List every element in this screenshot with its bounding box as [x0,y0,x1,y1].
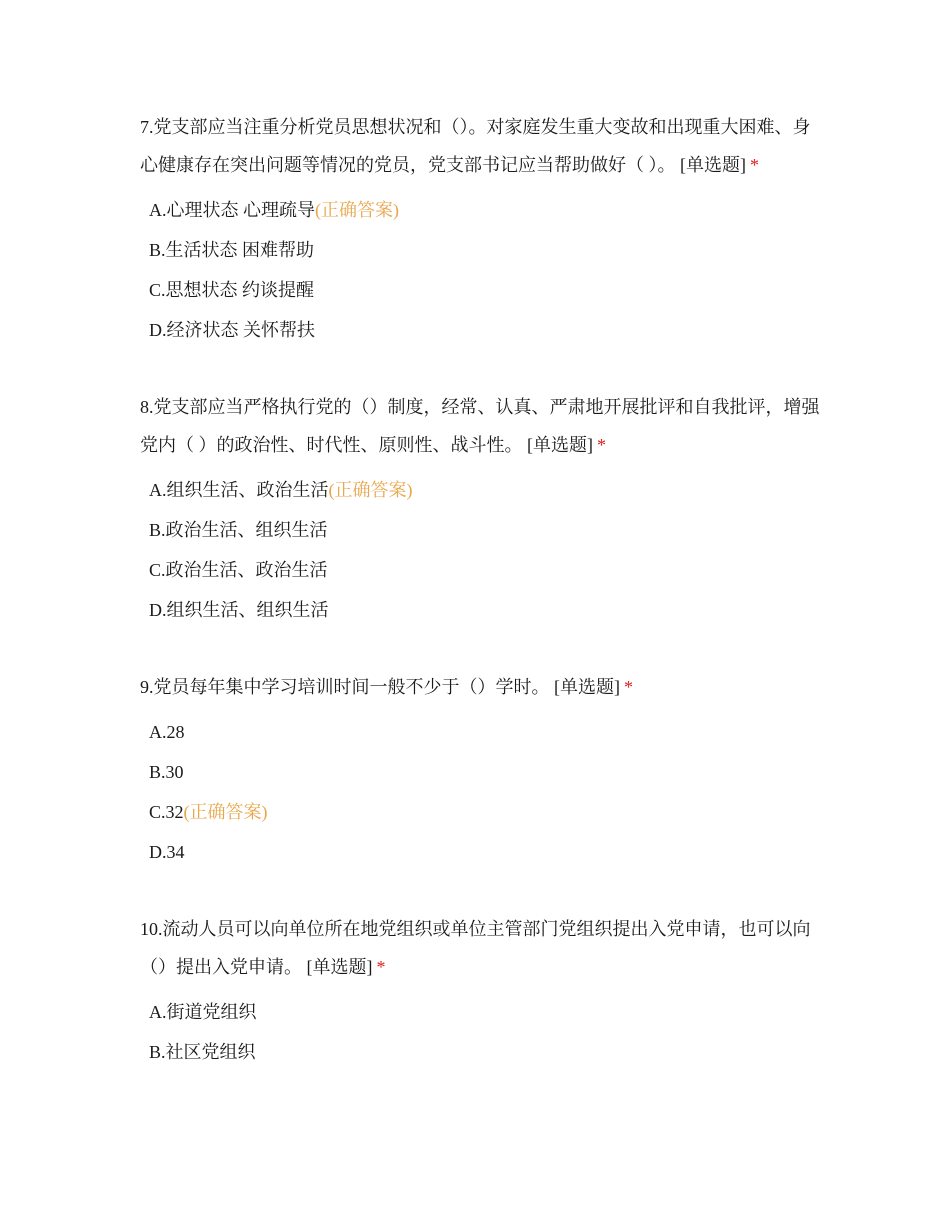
question-9 [140,668,820,872]
question-text: 10.流动人员可以向单位所在地党组织或单位主管部门党组织提出入党申请，也可以向（）提出入党申请。 [单选题] [140,919,811,977]
option-b[interactable] [140,752,820,792]
option-text: C.政治生活、政治生活 [149,560,328,580]
option-b[interactable] [140,1032,820,1072]
required-asterisk: * [624,677,633,697]
option-c[interactable] [140,270,820,310]
correct-answer-label: (正确答案) [183,802,268,822]
option-a[interactable] [140,712,820,752]
option-text: A.街道党组织 [149,1002,257,1022]
option-text: B.政治生活、组织生活 [149,520,328,540]
correct-answer-label: (正确答案) [315,200,399,220]
option-b[interactable] [140,230,820,270]
question-7 [140,108,820,350]
option-a[interactable] [140,470,820,510]
option-text: B.生活状态 困难帮助 [149,240,315,260]
option-text: C.32 [149,802,184,822]
correct-answer-label: (正确答案) [328,480,413,500]
quiz-page [140,108,820,1110]
question-text: 8.党支部应当严格执行党的（）制度，经常、认真、严肃地开展批评和自我批评，增强党内（ ）的政治性、时代性、原则性、战斗性。 [单选题] [140,397,820,455]
option-d[interactable] [140,590,820,630]
option-text: A.28 [149,722,185,742]
option-text: A.组织生活、政治生活 [149,480,329,500]
question-title [140,108,820,184]
option-text: A.心理状态 心理疏导 [149,200,315,220]
option-text: B.社区党组织 [149,1042,256,1062]
option-d[interactable] [140,310,820,350]
option-c[interactable] [140,550,820,590]
question-text: 9.党员每年集中学习培训时间一般不少于（）学时。 [单选题] [140,677,620,697]
question-10 [140,910,820,1072]
option-text: C.思想状态 约谈提醒 [149,280,315,300]
option-text: D.34 [149,842,185,862]
option-b[interactable] [140,510,820,550]
option-a[interactable] [140,190,820,230]
option-text: D.组织生活、组织生活 [149,600,329,620]
option-text: D.经济状态 关怀帮扶 [149,320,315,340]
question-title [140,388,820,464]
required-asterisk: * [376,957,386,977]
option-text: B.30 [149,762,184,782]
required-asterisk: * [750,155,759,175]
option-a[interactable] [140,992,820,1032]
question-title [140,668,820,706]
required-asterisk: * [597,435,606,455]
question-text: 7.党支部应当注重分析党员思想状况和（）。对家庭发生重大变故和出现重大困难、身心健康存在突出问题等情况的党员，党支部书记应当帮助做好（ ）。 [单选题] [140,117,811,175]
question-title [140,910,820,986]
option-d[interactable] [140,832,820,872]
option-c[interactable] [140,792,820,832]
question-8 [140,388,820,630]
